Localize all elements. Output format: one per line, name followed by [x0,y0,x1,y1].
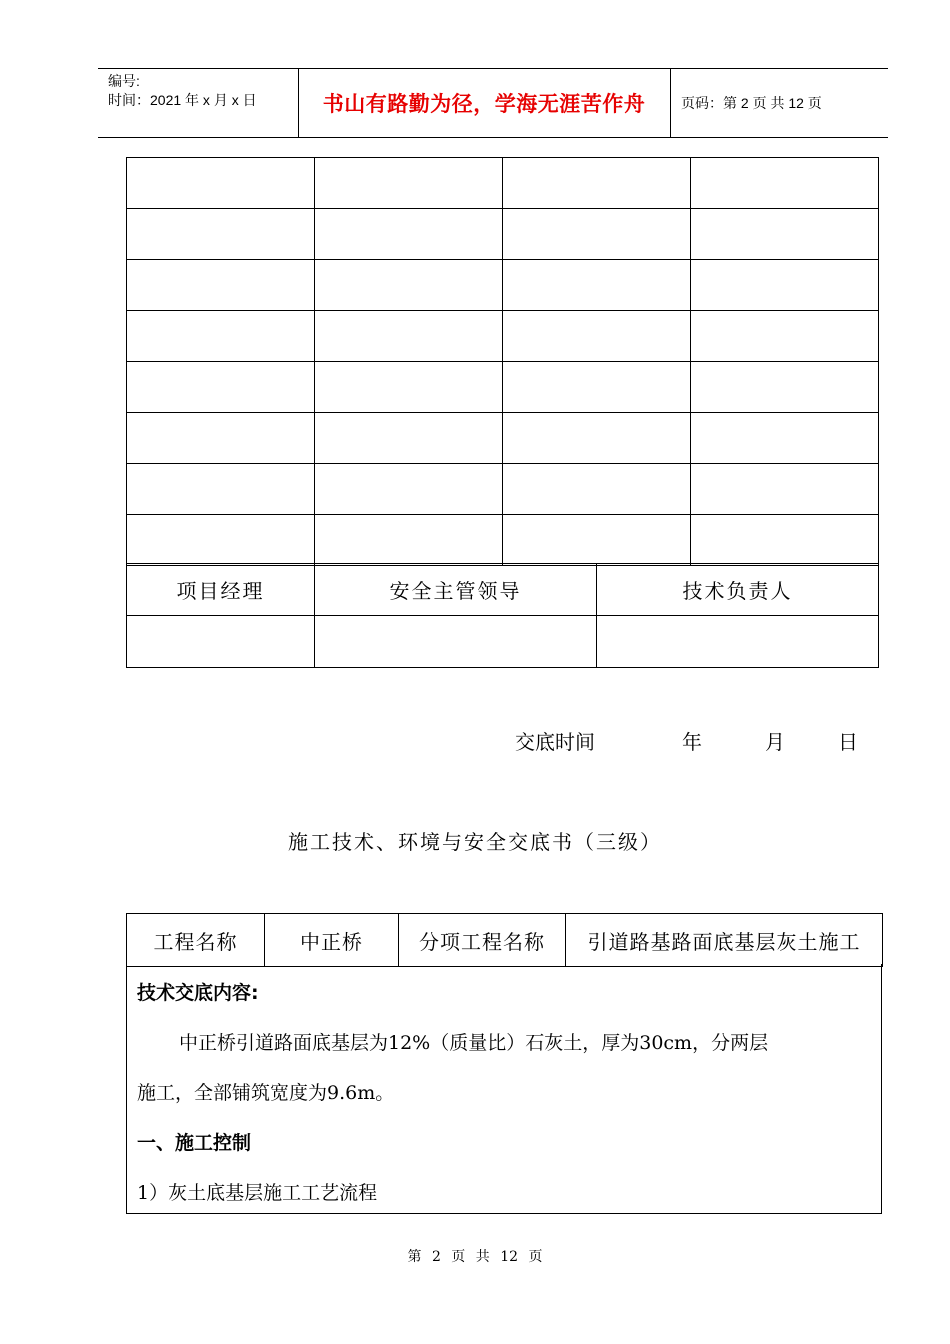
table-cell [315,209,503,260]
table-cell [315,311,503,362]
handover-month: 月 [765,730,785,754]
header-page-cell [671,69,888,137]
table-cell [691,464,879,515]
table-cell [127,413,315,464]
blank-record-table [126,157,879,566]
list-item: 1）灰土底基层施工工艺流程 [137,1182,378,1204]
document-title: 施工技术、环境与安全交底书（三级） [288,830,662,854]
header-meta [98,69,299,137]
content-paragraph-line-1: 中正桥引道路面底基层为12%（质量比）石灰土，厚为30cm，分两层 [179,1032,769,1054]
signature-table [126,563,879,668]
page-header [98,68,888,138]
subproject-value: 引道路基路面底基层灰土施工 [566,914,883,967]
table-cell [127,515,315,566]
project-info-table [126,913,883,967]
table-cell [691,362,879,413]
content-paragraph-line-2: 施工，全部铺筑宽度为9.6m。 [137,1082,395,1104]
project-manager-signature [127,616,315,668]
table-cell [127,158,315,209]
project-name-label: 工程名称 [127,914,265,967]
table-cell [315,413,503,464]
table-cell [127,362,315,413]
table-cell [315,260,503,311]
technical-lead-signature [597,616,879,668]
technical-lead-label: 技术负责人 [597,564,879,616]
table-row [127,515,879,566]
table-cell [503,362,691,413]
table-cell [315,158,503,209]
table-cell [691,158,879,209]
subproject-label: 分项工程名称 [399,914,566,967]
document-number-label: 编号: [108,73,140,89]
table-cell [127,260,315,311]
table-cell [503,311,691,362]
table-cell [503,464,691,515]
table-cell [127,464,315,515]
table-row [127,362,879,413]
table-cell [503,158,691,209]
table-cell [315,515,503,566]
project-info-row [127,914,883,967]
header-motto-cell [298,69,671,137]
technical-content-box [126,964,882,1214]
content-heading: 技术交底内容: [137,982,259,1004]
safety-lead-signature [315,616,597,668]
table-cell [503,260,691,311]
motto-text: 书山有路勤为径，学海无涯苦作舟 [322,92,646,116]
table-cell [127,209,315,260]
signature-header-row [127,564,879,616]
page-footer: 第 2 页 共 12 页 [407,1249,543,1265]
table-cell [691,260,879,311]
section-heading: 一、施工控制 [137,1132,252,1154]
table-cell [127,311,315,362]
table-row [127,311,879,362]
table-row [127,158,879,209]
table-cell [503,413,691,464]
table-cell [691,311,879,362]
table-cell [691,413,879,464]
table-cell [503,515,691,566]
safety-lead-label: 安全主管领导 [315,564,597,616]
project-name-value: 中正桥 [265,914,399,967]
handover-day: 日 [838,730,858,754]
table-row [127,209,879,260]
table-row [127,464,879,515]
handover-time-label: 交底时间 [515,730,595,754]
table-cell [315,362,503,413]
document-date: 时间：2021 年 x 月 x 日 [108,92,257,108]
table-cell [691,515,879,566]
handover-year: 年 [682,730,702,754]
table-cell [315,464,503,515]
signature-row [127,616,879,668]
table-row [127,260,879,311]
project-manager-label: 项目经理 [127,564,315,616]
table-row [127,413,879,464]
table-cell [691,209,879,260]
page-number-info: 页码：第 2 页 共 12 页 [681,95,822,111]
table-cell [503,209,691,260]
